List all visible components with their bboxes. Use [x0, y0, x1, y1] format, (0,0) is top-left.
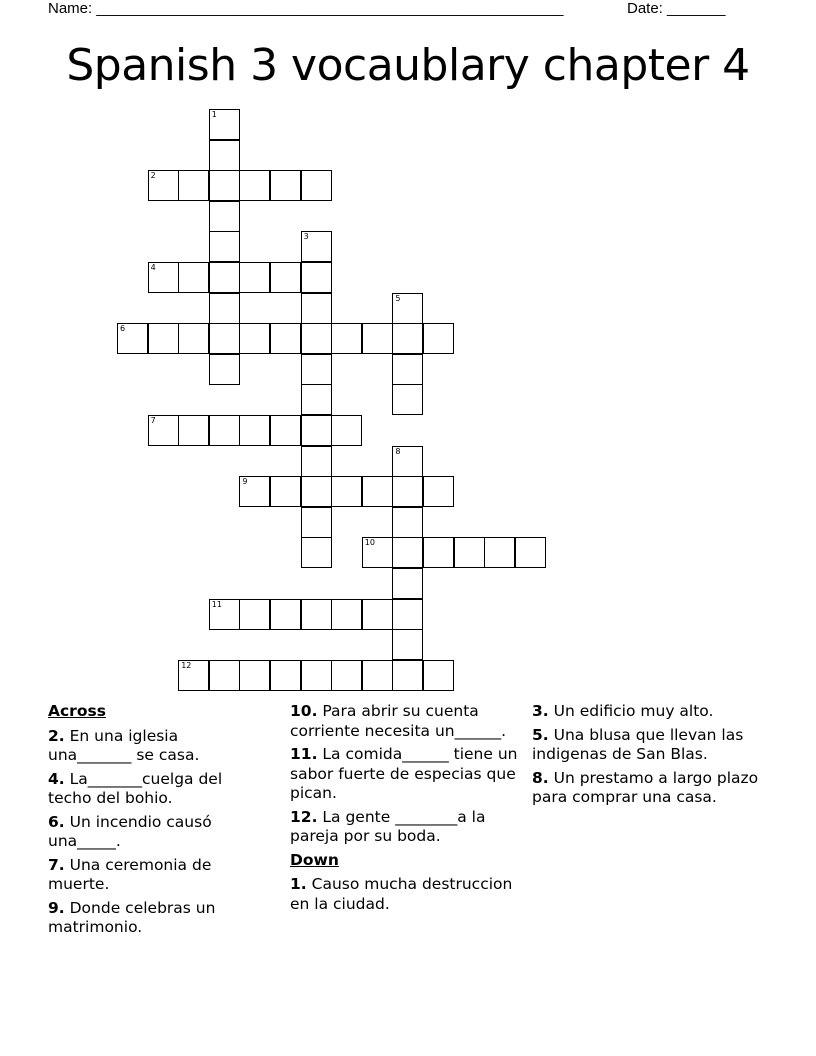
down-clue-3 — [532, 702, 762, 722]
cell-number: 9 — [242, 477, 248, 487]
cell-number: 1 — [211, 110, 217, 119]
grid-cell[interactable] — [362, 476, 393, 507]
grid-cell[interactable] — [270, 262, 301, 293]
grid-cell[interactable] — [270, 323, 301, 354]
clue-text: Un incendio causó una_____. — [48, 812, 212, 850]
grid-cell[interactable] — [392, 476, 423, 507]
grid-cell[interactable] — [392, 599, 423, 630]
grid-cell[interactable] — [209, 231, 240, 262]
grid-cell[interactable] — [178, 170, 209, 201]
clue-text: Un prestamo a largo plazo para comprar una casa. — [532, 768, 759, 806]
clue-number: 10. — [290, 702, 318, 720]
across-clue-2 — [48, 727, 248, 766]
cell-number: 5 — [395, 293, 401, 303]
grid-cell[interactable] — [209, 293, 240, 324]
down-clue-8 — [532, 769, 762, 808]
grid-cell[interactable] — [239, 660, 270, 691]
cell-number: 6 — [120, 324, 126, 334]
grid-cell[interactable] — [270, 660, 301, 691]
grid-cell[interactable] — [423, 323, 454, 354]
grid-cell[interactable] — [209, 599, 240, 630]
clue-text: Donde celebras un matrimonio. — [48, 898, 216, 936]
grid-cell[interactable] — [209, 415, 240, 446]
cell-number: 4 — [150, 263, 156, 272]
cell-number: 2 — [150, 171, 156, 181]
grid-cell[interactable] — [178, 415, 209, 446]
clue-number: 9. — [48, 898, 65, 917]
clue-number: 11. — [290, 745, 318, 763]
grid-cell[interactable] — [392, 537, 423, 568]
grid-cell[interactable] — [301, 599, 332, 630]
grid-cell[interactable] — [178, 323, 209, 354]
clue-text: La gente ________a la pareja por su boda. — [290, 807, 486, 845]
grid-cell[interactable] — [392, 323, 423, 354]
clue-number: 5. — [532, 725, 549, 744]
grid-cell[interactable] — [148, 170, 179, 201]
grid-cell[interactable] — [331, 476, 362, 507]
grid-cell[interactable] — [392, 354, 423, 385]
grid-cell[interactable] — [209, 109, 240, 140]
grid-cell[interactable] — [423, 660, 454, 691]
grid-cell[interactable] — [362, 660, 393, 691]
clues-column-2 — [290, 702, 522, 918]
across-heading: Across — [48, 702, 106, 720]
grid-cell[interactable] — [178, 262, 209, 293]
clue-number: 4. — [48, 769, 65, 788]
cell-number: 11 — [211, 599, 222, 609]
clue-number: 7. — [48, 855, 65, 874]
grid-cell[interactable] — [270, 476, 301, 507]
grid-cell[interactable] — [209, 201, 240, 232]
grid-cell[interactable] — [270, 415, 301, 446]
grid-cell[interactable] — [301, 476, 332, 507]
down-clue-1 — [290, 875, 522, 914]
clue-number: 1. — [290, 875, 307, 893]
grid-cell[interactable] — [362, 323, 393, 354]
grid-cell[interactable] — [331, 660, 362, 691]
grid-cell[interactable] — [362, 599, 393, 630]
clue-text: Una blusa que llevan las indigenas de San Blas. — [532, 725, 744, 763]
cell-number: 10 — [364, 538, 375, 548]
grid-cell[interactable] — [239, 323, 270, 354]
clue-text: En una iglesia una_______ se casa. — [48, 726, 200, 764]
across-clue-12 — [290, 808, 522, 847]
across-clue-10 — [290, 702, 522, 741]
grid-cell[interactable] — [515, 537, 546, 568]
grid-cell[interactable] — [239, 262, 270, 293]
grid-cell[interactable] — [209, 354, 240, 385]
grid-cell[interactable] — [178, 660, 209, 691]
grid-cell[interactable] — [148, 323, 179, 354]
clue-number: 3. — [532, 702, 549, 720]
grid-cell[interactable] — [301, 354, 332, 385]
across-clue-6 — [48, 813, 248, 852]
grid-cell[interactable] — [270, 599, 301, 630]
across-clue-7 — [48, 856, 248, 895]
date-label: Date: _______ — [627, 0, 726, 17]
down-heading: Down — [290, 850, 339, 869]
cell-number: 3 — [303, 232, 309, 242]
grid-cell[interactable] — [331, 415, 362, 446]
grid-cell[interactable] — [392, 293, 423, 324]
across-clue-4 — [48, 770, 248, 809]
grid-cell[interactable] — [423, 537, 454, 568]
grid-cell[interactable] — [209, 323, 240, 354]
grid-cell[interactable] — [209, 660, 240, 691]
grid-cell[interactable] — [423, 476, 454, 507]
grid-cell[interactable] — [392, 629, 423, 660]
grid-cell[interactable] — [148, 415, 179, 446]
grid-cell[interactable] — [301, 170, 332, 201]
cell-number: 7 — [150, 416, 156, 425]
grid-cell[interactable] — [301, 660, 332, 691]
grid-cell[interactable] — [392, 660, 423, 691]
grid-cell[interactable] — [301, 262, 332, 293]
grid-cell[interactable] — [392, 384, 423, 415]
clue-text: Causo mucha destruccion en la ciudad. — [290, 875, 513, 913]
grid-cell[interactable] — [239, 170, 270, 201]
grid-cell[interactable] — [239, 415, 270, 446]
grid-cell[interactable] — [301, 231, 332, 262]
grid-cell[interactable] — [301, 384, 332, 415]
grid-cell[interactable] — [239, 599, 270, 630]
cell-number: 8 — [395, 446, 401, 456]
page-title: Spanish 3 vocaublary chapter 4 — [66, 40, 750, 91]
cell-number: 12 — [181, 660, 192, 670]
grid-cell[interactable] — [117, 323, 148, 354]
grid-cell[interactable] — [301, 446, 332, 477]
grid-cell[interactable] — [484, 537, 515, 568]
grid-cell[interactable] — [239, 476, 270, 507]
grid-cell[interactable] — [209, 170, 240, 201]
clue-text: Un edificio muy alto. — [553, 702, 714, 720]
grid-cell[interactable] — [362, 537, 393, 568]
clue-text: La comida______ tiene un sabor fuerte de especias que pican. — [290, 745, 518, 802]
clue-number: 8. — [532, 768, 549, 787]
grid-cell[interactable] — [270, 170, 301, 201]
grid-cell[interactable] — [301, 293, 332, 324]
clue-number: 6. — [48, 812, 65, 831]
grid-cell[interactable] — [148, 262, 179, 293]
grid-cell[interactable] — [392, 568, 423, 599]
grid-cell[interactable] — [301, 537, 332, 568]
across-clue-9 — [48, 899, 248, 938]
grid-cell[interactable] — [301, 323, 332, 354]
grid-cell[interactable] — [301, 507, 332, 538]
grid-cell[interactable] — [209, 140, 240, 171]
grid-cell[interactable] — [392, 507, 423, 538]
grid-cell[interactable] — [331, 599, 362, 630]
clue-text: La_______cuelga del techo del bohio. — [48, 769, 223, 807]
name-label: Name: ________________________________________________________ — [48, 0, 564, 17]
grid-cell[interactable] — [209, 262, 240, 293]
across-clue-11 — [290, 745, 522, 804]
clue-number: 12. — [290, 807, 318, 826]
clue-text: Una ceremonia de muerte. — [48, 855, 212, 893]
clues-column-3 — [532, 702, 762, 812]
grid-cell[interactable] — [392, 446, 423, 477]
grid-cell[interactable] — [301, 415, 332, 446]
clues-column-1 — [48, 702, 248, 942]
down-clue-5 — [532, 726, 762, 765]
grid-cell[interactable] — [331, 323, 362, 354]
clue-number: 2. — [48, 726, 65, 745]
clue-text: Para abrir su cuenta corriente necesita un______. — [290, 702, 507, 740]
grid-cell[interactable] — [454, 537, 485, 568]
